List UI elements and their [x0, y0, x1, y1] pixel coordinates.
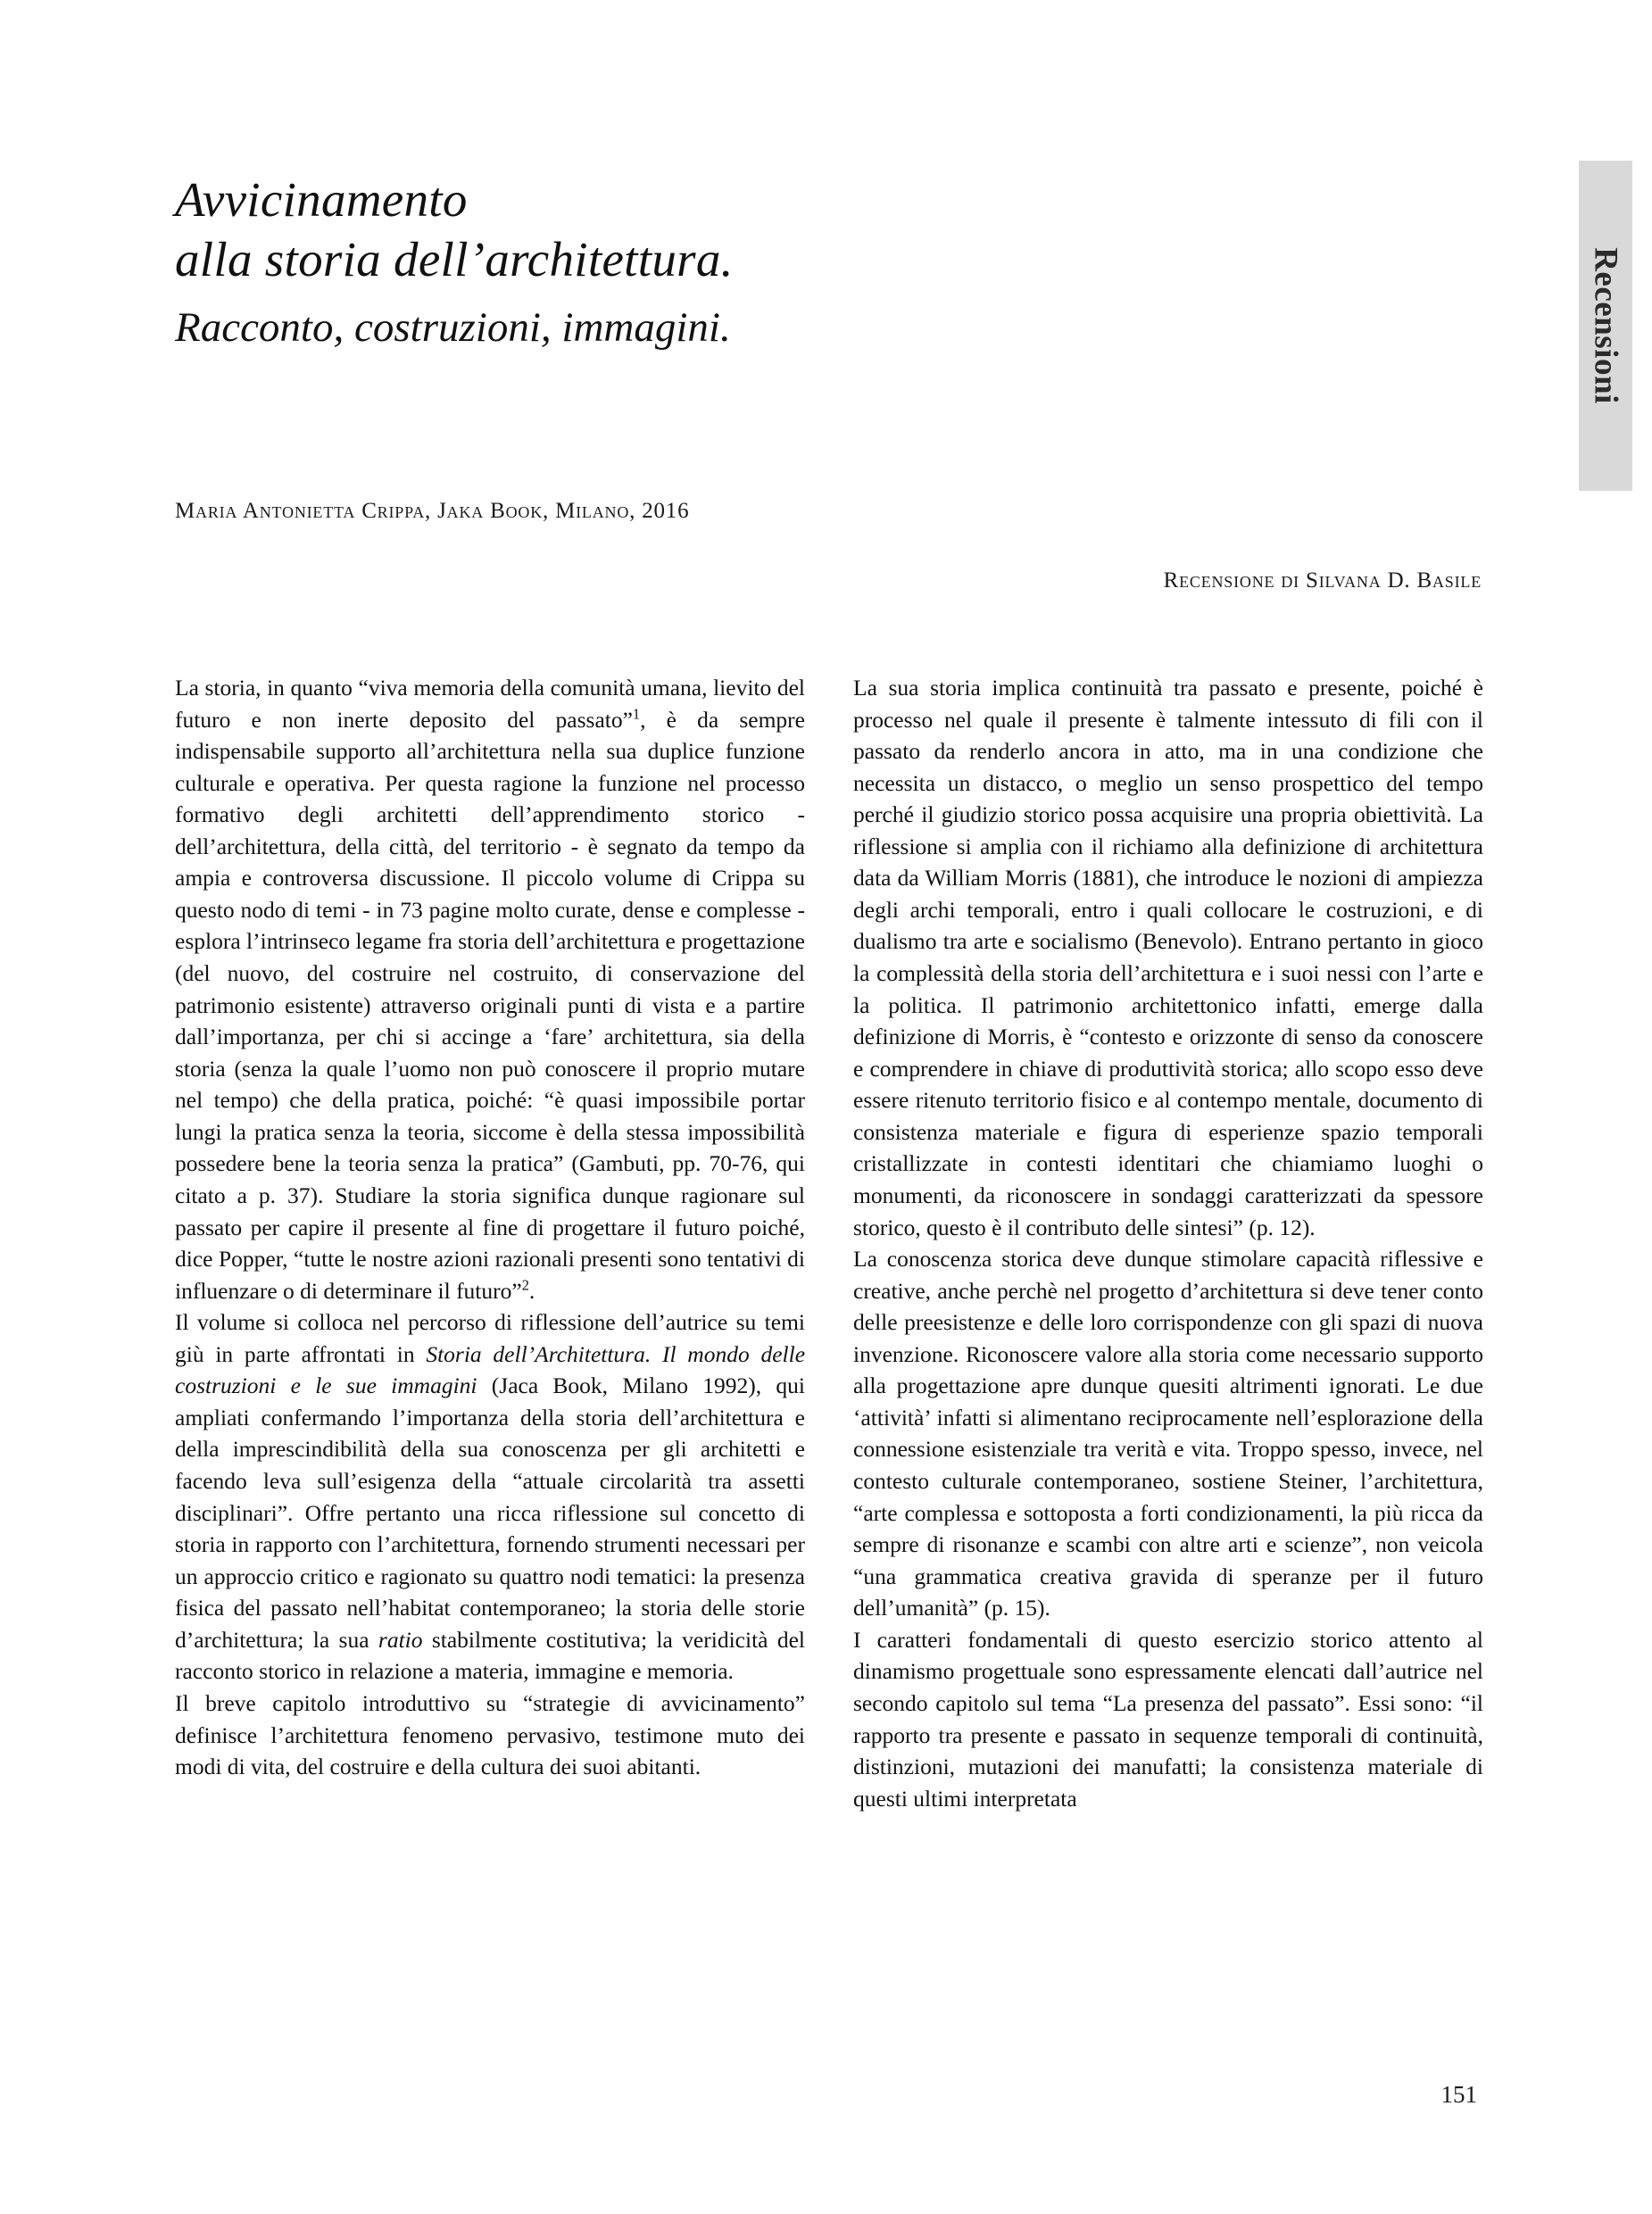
column-left [175, 672, 805, 1814]
section-tab-recensioni [1579, 161, 1632, 491]
paragraph: La sua storia implica continuità tra passato e presente, poiché è processo nel quale il presente è talmente intessuto di fili con il passato da renderlo ancora in atto, ma in una condizione che necessita un distacco, o meglio un senso prospettico del tempo perché il giudizio storico possa acquisire una propria obiettività. La riflessione si amplia con il richiamo alla definizione di architettura data da William Morris (1881), che introduce le nozioni di ampiezza degli archi temporali, entro i quali collocare le costruzioni, e di dualismo tra arte e socialismo (Benevolo). Entrano pertanto in gioco la complessità della storia dell’architettura e i suoi nessi con l’arte e la politica. Il patrimonio architettonico infatti, emerge dalla definizione di Morris, è “contesto e orizzonte di senso da conoscere e comprendere in chiave di produttività storica; allo scopo esso deve essere ritenuto territorio fisico e al contempo mentale, documento di consistenza materiale e figura di esperienze spazio temporali cristallizzate in contesti identitari che chiamiamo luoghi o monumenti, da riconoscere in sondaggi caratterizzati da spessore storico, questo è il contributo delle sintesi” (p. 12). [853, 674, 1483, 1240]
page-content [175, 0, 1487, 1814]
page-number: 151 [1440, 2081, 1477, 2108]
paragraph: La storia, in quanto “viva memoria della comunità umana, lievito del futuro e non inerte deposito del passato”$^1$, è da sempre indispensabile supporto all’architettura nella sua duplice funzione culturale e operativa. Per questa ragione la funzione nel processo formativo degli architetti dell’apprendimento storico - dell’architettura, della città, del territorio - è segnato da tempo da ampia e controversa discussione. Il piccolo volume di Crippa su questo nodo di temi - in 73 pagine molto curate, dense e complesse - esplora l’intrinseco legame fra storia dell’architettura e progettazione (del nuovo, del costruire nel costruito, di conservazione del patrimonio esistente) attraverso originali punti di vista e a partire dall’importanza, per chi si accinge a ‘fare’ architettura, sia della storia (senza la quale l’uomo non può conoscere il proprio mutare nel tempo) che della pratica, poiché: “è quasi impossibile portar lungi la pratica senza la teoria, siccome è della stessa impossibilità possedere bene la teoria senza la pratica” (Gambuti, pp. 70-76, qui citato a p. 37). Studiare la storia significa dunque ragionare sul passato per capire il presente al fine di progettare il futuro poiché, dice Popper, “tutte le nostre azioni razionali presenti sono tentativi di influenzare o di determinare il futuro”$^2$. [175, 674, 805, 1304]
paragraph: La conoscenza storica deve dunque stimolare capacità riflessive e creative, anche perchè nel progetto d’architettura si deve tener conto delle preesistenze e delle loro corrispondenze con gli spazi di nuova invenzione. Riconoscere valore alla storia come necessario supporto alla progettazione apre dunque quesiti altrimenti ignorati. Le due ‘attività’ infatti si alimentano reciprocamente nell’esplorazione della connessione esistenziale tra verità e vita. Troppo spesso, invece, nel contesto culturale contemporaneo, sostiene Steiner, l’architettura, “arte complessa e sottoposta a forti condizionamenti, la più ricca da sempre di risonanze e scambi con altre arti e scienze”, non veicola “una grammatica creativa gravida di speranze per il futuro dell’umanità” (p. 15). [853, 1246, 1483, 1621]
reviewer-credit: Recensione di Silvana D. Basile [1163, 568, 1482, 593]
paragraph: Il breve capitolo introduttivo su “strategie di avvicinamento” definisce l’architettura fenomeno pervasivo, testimone muto dei modi di vita, del costruire e della cultura dei suoi abitanti. [175, 1689, 805, 1780]
paragraph: I caratteri fondamentali di questo esercizio storico attento al dinamismo progettuale sono espressamente elencati dall’autrice nel secondo capitolo sul tema “La presenza del passato”. Essi sono: “il rapporto tra presente e passato in sequenze temporali di continuità, distinzioni, mutazioni dei manufatti; la consistenza materiale di questi ultimi interpretata [853, 1626, 1483, 1812]
publication-byline: Maria Antonietta Crippa, Jaka Book, Milano, 2016 [175, 498, 690, 523]
page-title-line-2: alla storia dell’architettura. [175, 232, 734, 287]
column-right [853, 672, 1483, 1814]
body-columns [175, 672, 1487, 1814]
page-title-line-1: Avvicinamento [175, 172, 468, 227]
section-tab-label: Recensioni [1587, 247, 1624, 404]
paragraph: Il volume si colloca nel percorso di riflessione dell’autrice su temi giù in parte affrontati in Storia dell’Architettura. Il mondo delle costruzioni e le sue immagini (Jaca Book, Milano 1992), qui ampliati confermando l’importanza della storia dell’architettura e della imprescindibilità della sua conoscenza per gli architetti e facendo leva sull’esigenza della “attuale circolarità tra assetti disciplinari”. Offre pertanto una ricca riflessione sul concetto di storia in rapporto con l’architettura, fornendo strumenti necessari per un approccio critico e ragionato su quattro nodi tematici: la presenza fisica del passato nell’habitat contemporaneo; la storia delle storie d’architettura; la sua ratio stabilmente costitutiva; la veridicità del racconto storico in relazione a materia, immagine e memoria. [175, 1309, 806, 1685]
article-header [175, 0, 1487, 354]
page-subtitle: Racconto, costruzioni, immagini. [175, 304, 731, 352]
